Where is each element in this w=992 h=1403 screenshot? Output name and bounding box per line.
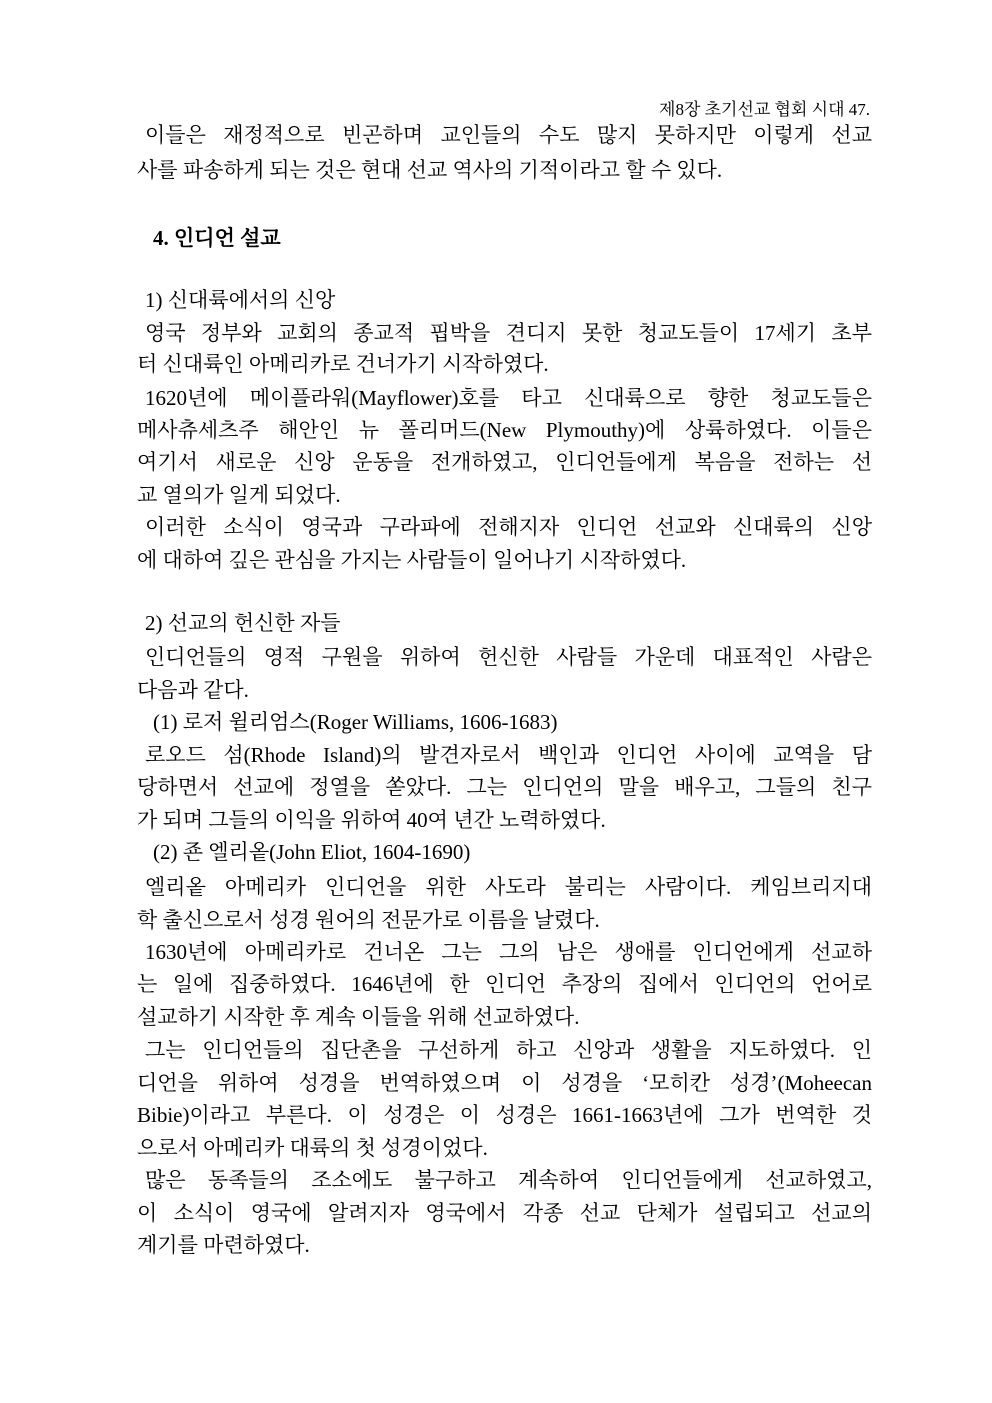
paragraph-line: 메사츄세츠주 해안인 뉴 폴리머드(New Plymouthy)에 상륙하였다. 이들은	[137, 418, 872, 442]
paragraph-line: 디언을 위하여 성경을 번역하였으며 이 성경을 ‘모히칸 성경’(Moheecan	[137, 1071, 872, 1095]
paragraph-line: 여기서 새로운 신앙 운동을 전개하였고, 인디언들에게 복음을 전하는 선	[137, 450, 872, 474]
paragraph-line: 그는 인디언들의 집단촌을 구선하게 하고 신앙과 생활을 지도하였다. 인	[145, 1038, 872, 1062]
paragraph-line: 인디언들의 영적 구원을 위하여 헌신한 사람들 가운데 대표적인 사람은	[145, 645, 872, 669]
running-header: 제8장 초기선교 협회 시대 47.	[659, 100, 870, 119]
paragraph-line: 1630년에 아메리카로 건너온 그는 그의 남은 생애를 인디언에게 선교하	[145, 940, 872, 964]
section-heading: 4. 인디언 설교	[153, 226, 281, 250]
paragraph-line: 교 열의가 일게 되었다.	[137, 483, 341, 507]
paragraph-line: 터 신대륙인 아메리카로 건너가기 시작하였다.	[137, 352, 549, 376]
paragraph-line: 에 대하여 깊은 관심을 가지는 사람들이 일어나기 시작하였다.	[137, 548, 687, 572]
paragraph-line: 는 일에 집중하였다. 1646년에 한 인디언 추장의 집에서 인디언의 언어로	[137, 972, 872, 996]
paragraph-line: 계기를 마련하였다.	[137, 1233, 310, 1257]
paragraph-line: 이러한 소식이 영국과 구라파에 전해지자 인디언 선교와 신대륙의 신앙	[145, 515, 872, 539]
paragraph-line: 영국 정부와 교회의 종교적 핍박을 견디지 못한 청교도들이 17세기 초부	[145, 321, 872, 345]
paragraph-line: 1620년에 메이플라워(Mayflower)호를 타고 신대륙으로 향한 청교도들은	[145, 386, 872, 410]
paragraph-line: 당하면서 선교에 정열을 쏟았다. 그는 인디언의 말을 배우고, 그들의 친구	[137, 775, 872, 799]
paragraph-line: 다음과 같다.	[137, 678, 249, 702]
person-heading: (2) 죤 엘리옽(John Eliot, 1604-1690)	[153, 840, 471, 864]
paragraph-line: 로오드 섬(Rhode Island)의 발견자로서 백인과 인디언 사이에 교역을 담	[145, 743, 872, 767]
paragraph-line: 이들은 재정적으로 빈곤하며 교인들의 수도 많지 못하지만 이렇게 선교	[145, 123, 872, 147]
paragraph-line: 사를 파송하게 되는 것은 현대 선교 역사의 기적이라고 할 수 있다.	[137, 158, 723, 182]
paragraph-line: 엘리옽 아메리카 인디언을 위한 사도라 불리는 사람이다. 케임브리지대	[145, 875, 872, 899]
paragraph-line: 이 소식이 영국에 알려지자 영국에서 각종 선교 단체가 설립되고 선교의	[137, 1201, 872, 1225]
person-heading: (1) 로저 윌리엄스(Roger Williams, 1606-1683)	[153, 710, 558, 734]
subsection-title: 1) 신대륙에서의 신앙	[145, 288, 336, 312]
paragraph-line: Bibie)이라고 부른다. 이 성경은 이 성경은 1661-1663년에 그가 번역한 것	[137, 1103, 872, 1127]
subsection-title: 2) 선교의 헌신한 자들	[145, 611, 341, 635]
paragraph-line: 많은 동족들의 조소에도 불구하고 계속하여 인디언들에게 선교하였고,	[145, 1168, 872, 1192]
paragraph-line: 학 출신으로서 성경 원어의 전문가로 이름을 날렸다.	[137, 908, 600, 932]
paragraph-line: 으로서 아메리카 대륙의 첫 성경이었다.	[137, 1136, 488, 1160]
paragraph-line: 설교하기 시작한 후 계속 이들을 위해 선교하였다.	[137, 1005, 580, 1029]
paragraph-line: 가 되며 그들의 이익을 위하여 40여 년간 노력하였다.	[137, 808, 606, 832]
